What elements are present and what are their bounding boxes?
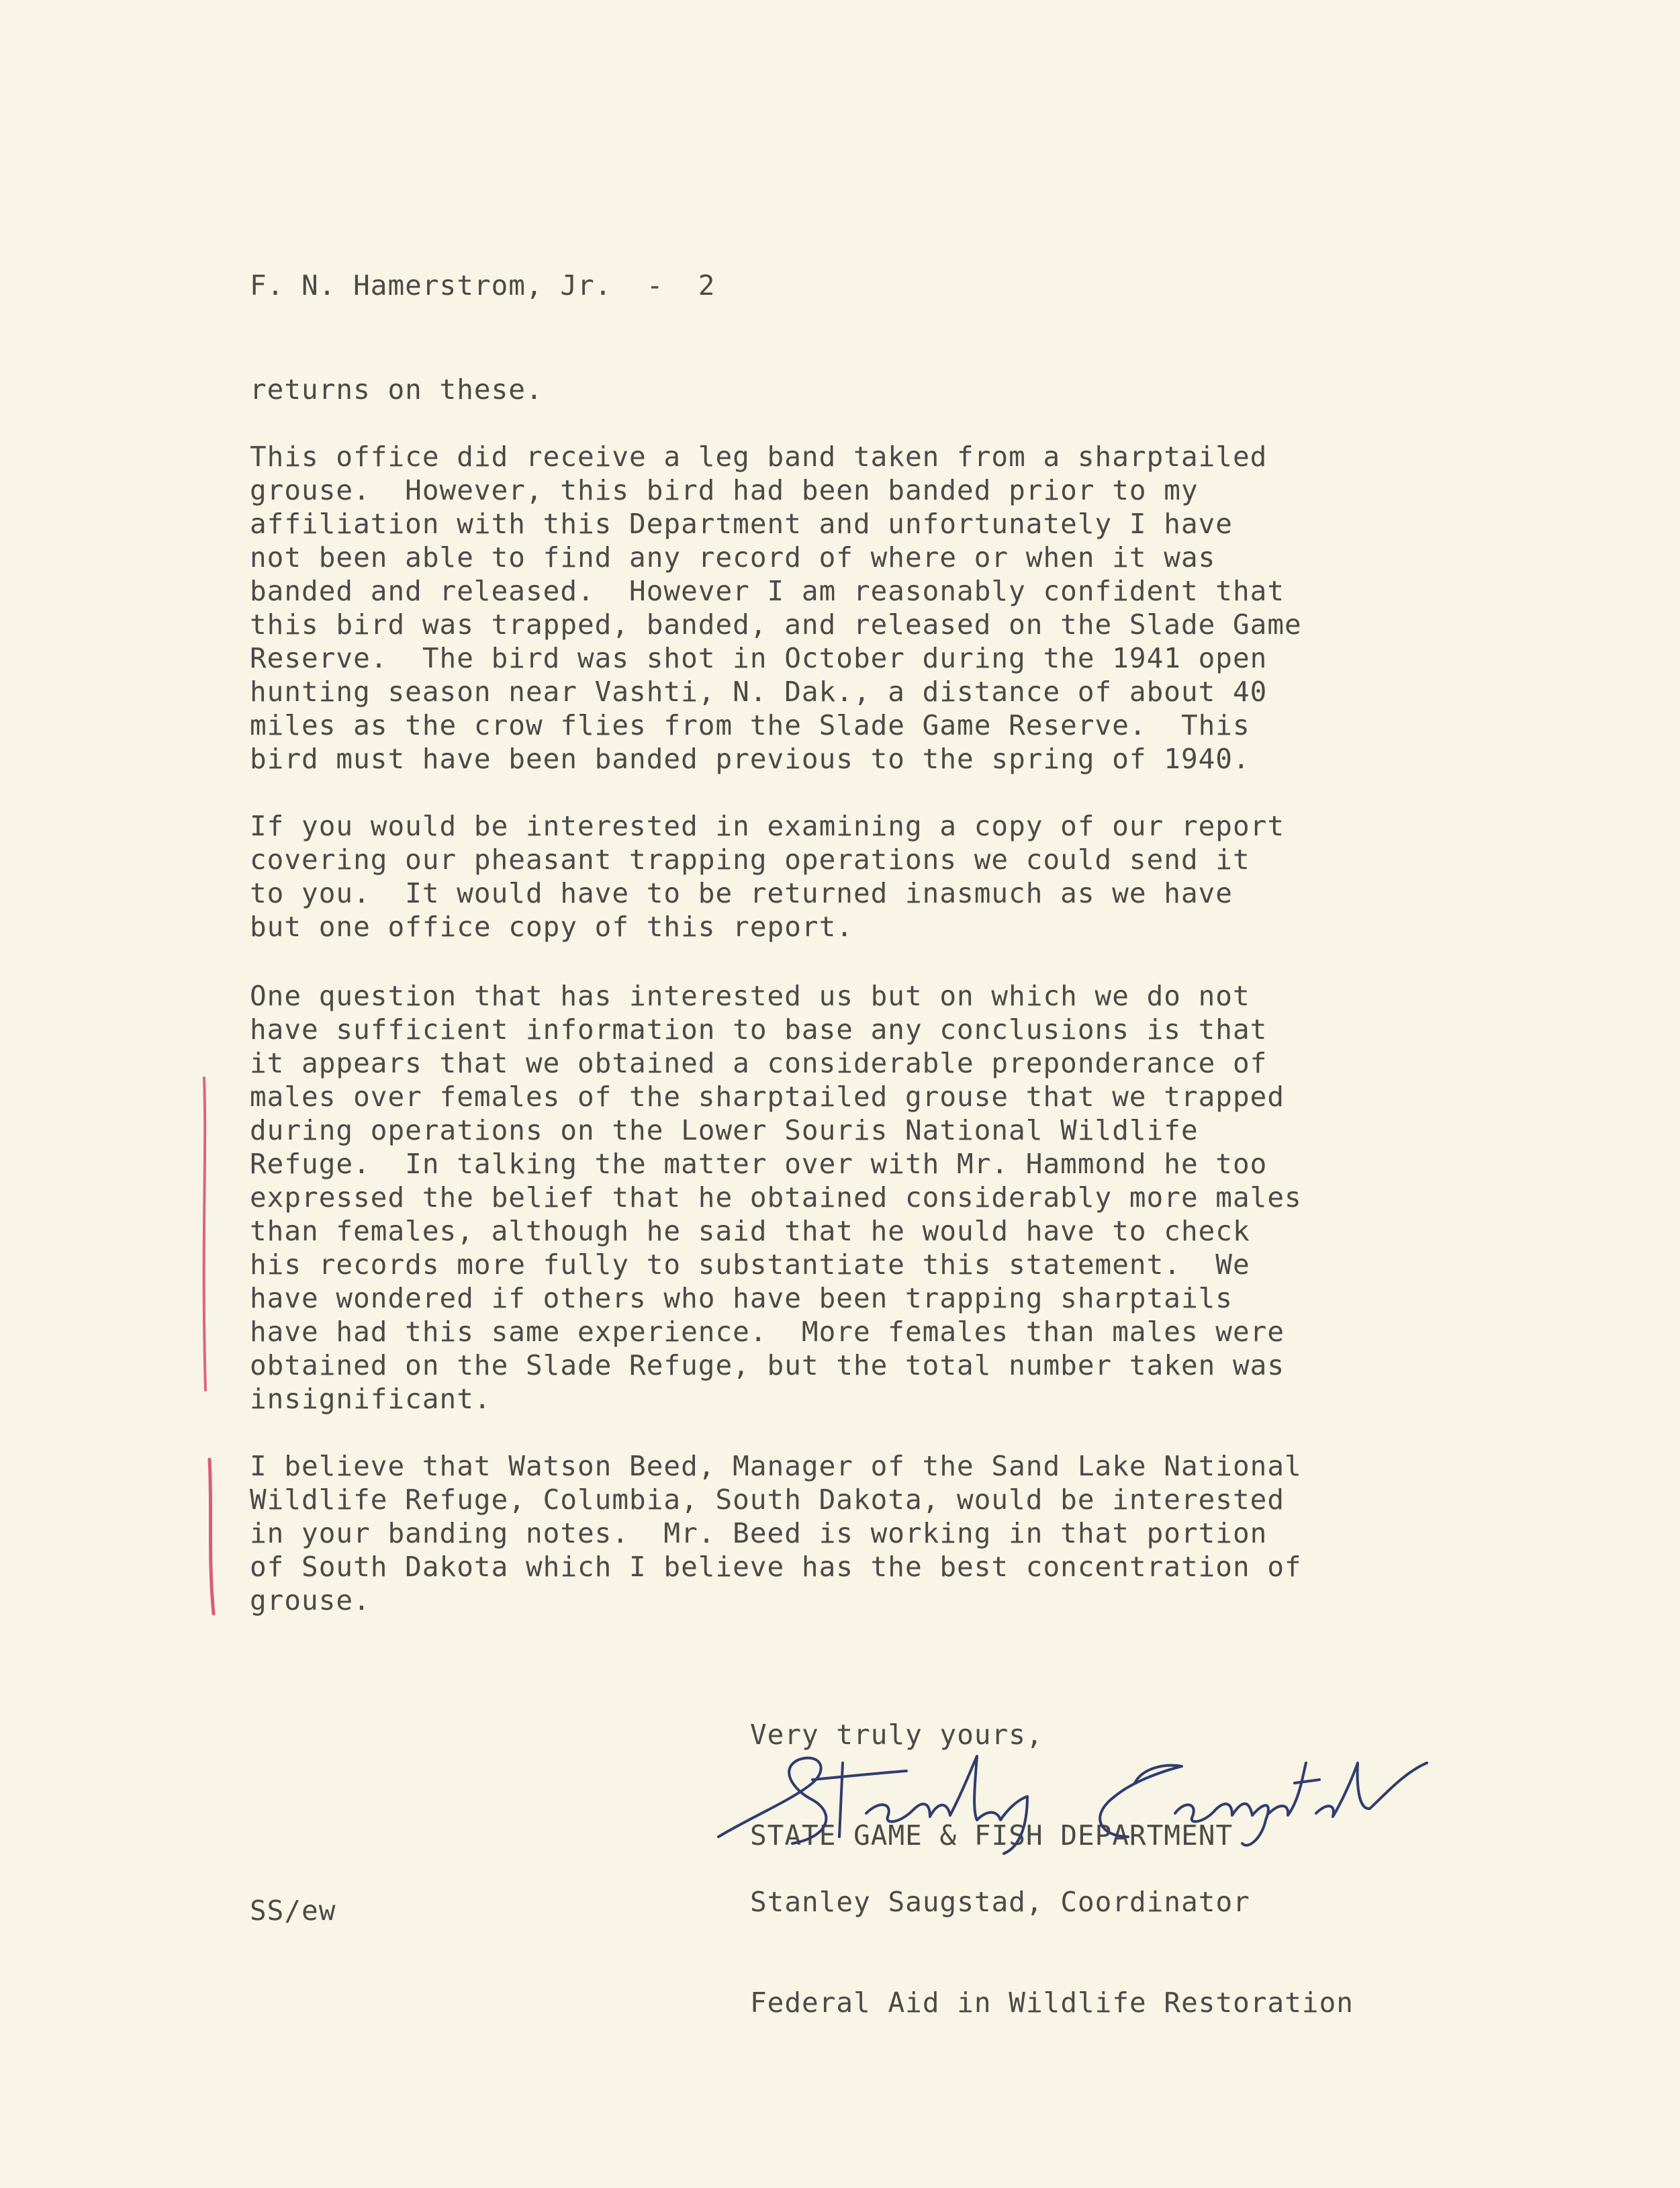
text-line: obtained on the Slade Refuge, but the total number taken was bbox=[250, 1349, 1285, 1381]
text-line: grouse. bbox=[250, 1584, 371, 1616]
text-line: not been able to find any record of where or when it was bbox=[250, 541, 1216, 574]
text-line: to you. It would have to be returned inasmuch as we have bbox=[250, 877, 1233, 909]
text-line: during operations on the Lower Souris National Wildlife bbox=[250, 1114, 1199, 1146]
signature-block bbox=[750, 1818, 1354, 2087]
text-line: Wildlife Refuge, Columbia, South Dakota, would be interested bbox=[250, 1484, 1285, 1516]
paragraph-5 bbox=[250, 1449, 1302, 1617]
text-line: I believe that Watson Beed, Manager of the Sand Lake National bbox=[250, 1450, 1302, 1482]
signer-name-title: Stanley Saugstad, Coordinator bbox=[750, 1886, 1250, 1918]
text-line: have wondered if others who have been trapping sharptails bbox=[250, 1282, 1233, 1314]
closing-department: STATE GAME & FISH DEPARTMENT bbox=[750, 1819, 1233, 1852]
paragraph-3 bbox=[250, 809, 1285, 944]
text-line: affiliation with this Department and unfortunately I have bbox=[250, 508, 1233, 540]
text-line: grouse. However, this bird had been banded prior to my bbox=[250, 474, 1199, 506]
text-line: insignificant. bbox=[250, 1383, 492, 1415]
text-line: bird must have been banded previous to the spring of 1940. bbox=[250, 743, 1250, 775]
text-line: in your banding notes. Mr. Beed is working in that portion bbox=[250, 1517, 1268, 1549]
text-line: One question that has interested us but on which we do not bbox=[250, 980, 1250, 1012]
paragraph-1 bbox=[250, 373, 543, 406]
text-line: Reserve. The bird was shot in October during the 1941 open bbox=[250, 642, 1268, 674]
text-line: have sufficient information to base any conclusions is that bbox=[250, 1013, 1268, 1046]
paragraph-2 bbox=[250, 440, 1302, 776]
signer-program: Federal Aid in Wildlife Restoration bbox=[750, 1987, 1354, 2019]
text-line: this bird was trapped, banded, and released on the Slade Game bbox=[250, 608, 1302, 641]
text-line: his records more fully to substantiate this statement. We bbox=[250, 1248, 1250, 1281]
text-line: Refuge. In talking the matter over with Mr. Hammond he too bbox=[250, 1148, 1268, 1180]
margin-mark-upper bbox=[195, 1075, 215, 1397]
closing-line: Very truly yours, bbox=[750, 1719, 1043, 1751]
text-line: This office did receive a leg band taken from a sharptailed bbox=[250, 441, 1268, 473]
text-line: expressed the belief that he obtained considerably more males bbox=[250, 1181, 1302, 1214]
text-line: of South Dakota which I believe has the best concentration of bbox=[250, 1551, 1302, 1583]
text-line: it appears that we obtained a considerable preponderance of bbox=[250, 1047, 1268, 1079]
text-line: miles as the crow flies from the Slade Game Reserve. This bbox=[250, 709, 1250, 741]
text-line: If you would be interested in examining a copy of our report bbox=[250, 810, 1285, 842]
text-line: returns on these. bbox=[250, 373, 543, 406]
text-line: but one office copy of this report. bbox=[250, 911, 853, 943]
page-header: F. N. Hamerstrom, Jr. - 2 bbox=[250, 269, 716, 302]
text-line: covering our pheasant trapping operations we could send it bbox=[250, 844, 1250, 876]
typist-initials: SS/ew bbox=[250, 1895, 336, 1927]
text-line: banded and released. However I am reasonably confident that bbox=[250, 575, 1285, 607]
paragraph-4 bbox=[250, 979, 1302, 1416]
text-line: have had this same experience. More females than males were bbox=[250, 1316, 1285, 1348]
text-line: than females, although he said that he would have to check bbox=[250, 1215, 1250, 1247]
margin-mark-lower bbox=[201, 1456, 222, 1617]
text-line: hunting season near Vashti, N. Dak., a distance of about 40 bbox=[250, 676, 1268, 708]
text-line: males over females of the sharptailed grouse that we trapped bbox=[250, 1081, 1285, 1113]
